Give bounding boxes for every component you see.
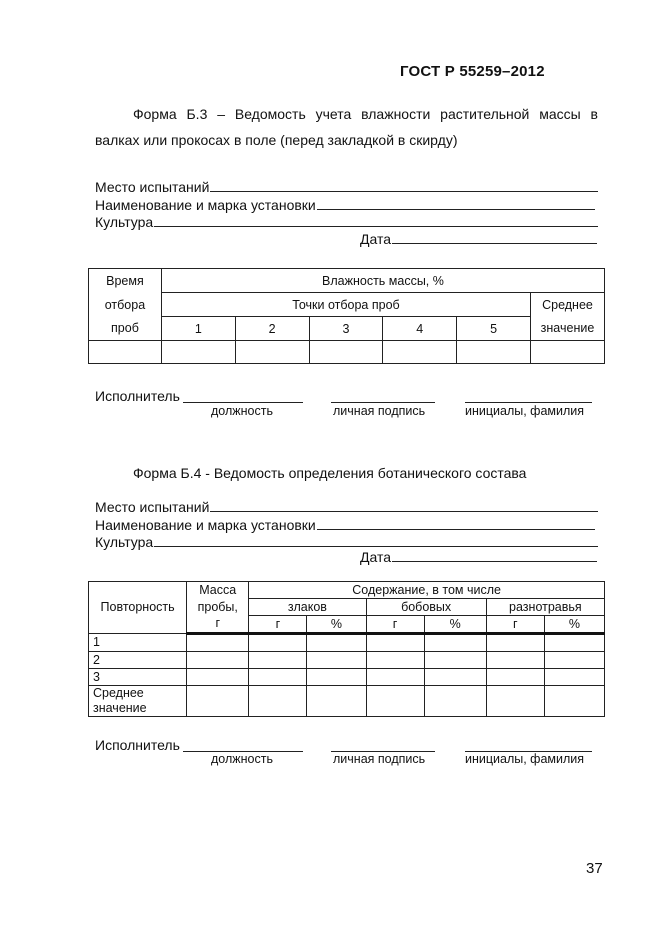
table-row: [89, 686, 605, 717]
standard-number: ГОСТ Р 55259–2012: [400, 63, 545, 80]
empty-cell[interactable]: [249, 652, 307, 669]
botanical-table: [88, 581, 605, 717]
group-forbs: разнотравья: [486, 599, 604, 616]
unit-g: г: [366, 616, 424, 634]
machine-label: Наименование и марка установки: [95, 197, 316, 213]
signature-line[interactable]: [331, 739, 435, 752]
machine-field: [95, 516, 595, 534]
place-label: Место испытаний: [95, 499, 210, 515]
unit-percent: %: [544, 616, 604, 634]
moisture-table: [88, 268, 605, 364]
form-b3-title: [95, 101, 598, 153]
empty-cell[interactable]: [530, 341, 604, 364]
name-line[interactable]: [465, 739, 592, 752]
average-header-2: значение: [530, 317, 604, 341]
machine-label: Наименование и марка установки: [95, 517, 316, 533]
date-label: Дата: [360, 231, 392, 247]
date-field: [360, 548, 597, 565]
unit-percent: %: [307, 616, 366, 634]
place-field: [95, 498, 598, 516]
empty-cell[interactable]: [424, 634, 486, 652]
empty-cell[interactable]: [161, 341, 235, 364]
empty-cell[interactable]: [307, 634, 366, 652]
empty-cell[interactable]: [544, 669, 604, 686]
date-field: [360, 230, 597, 247]
empty-cell[interactable]: [235, 341, 309, 364]
empty-cell[interactable]: [486, 686, 544, 717]
average-label-1: Среднее: [93, 686, 144, 700]
position-caption: должность: [211, 404, 273, 418]
empty-cell[interactable]: [366, 686, 424, 717]
form-b3-title-line1: Форма Б.3 – Ведомость учета влажности растительной массы в: [133, 106, 598, 122]
unit-percent: %: [424, 616, 486, 634]
empty-cell[interactable]: [187, 652, 249, 669]
mass-header-1: Масса: [187, 582, 249, 599]
mass-header-2: пробы,: [187, 599, 249, 616]
group-legumes: бобовых: [366, 599, 486, 616]
time-header-3: проб: [89, 317, 162, 341]
average-row-label: [89, 686, 187, 717]
empty-cell[interactable]: [424, 652, 486, 669]
point-4: 4: [383, 317, 457, 341]
crop-field: [95, 213, 598, 231]
signature-caption: личная подпись: [333, 752, 426, 766]
empty-cell[interactable]: [249, 669, 307, 686]
empty-cell[interactable]: [187, 686, 249, 717]
machine-field: [95, 196, 595, 214]
table-row: [89, 341, 605, 364]
point-1: 1: [161, 317, 235, 341]
empty-cell[interactable]: [366, 669, 424, 686]
page-number: 37: [586, 860, 603, 877]
machine-input-line[interactable]: [317, 196, 595, 210]
executor-label: Исполнитель: [95, 388, 180, 404]
empty-cell[interactable]: [424, 669, 486, 686]
place-input-line[interactable]: [210, 178, 598, 192]
point-5: 5: [457, 317, 531, 341]
name-caption: инициалы, фамилия: [465, 752, 585, 766]
empty-cell[interactable]: [249, 686, 307, 717]
time-header-1: Время: [89, 269, 162, 293]
crop-input-line[interactable]: [154, 533, 598, 547]
empty-cell[interactable]: [307, 652, 366, 669]
average-label-2: значение: [93, 701, 147, 715]
table-row: [89, 652, 605, 669]
empty-cell[interactable]: [366, 652, 424, 669]
crop-label: Культура: [95, 534, 154, 550]
point-3: 3: [309, 317, 383, 341]
position-caption: должность: [211, 752, 273, 766]
name-line[interactable]: [465, 390, 592, 403]
table-row: [89, 669, 605, 686]
unit-g: г: [249, 616, 307, 634]
empty-cell[interactable]: [486, 669, 544, 686]
form-b4-title: Форма Б.4 - Ведомость определения ботанического состава: [133, 465, 527, 481]
row-label: 2: [89, 652, 187, 669]
date-label: Дата: [360, 549, 392, 565]
position-line[interactable]: [183, 739, 303, 752]
repeat-header: Повторность: [89, 582, 187, 634]
mass-header-3: г: [187, 616, 249, 634]
crop-input-line[interactable]: [154, 213, 598, 227]
date-input-line[interactable]: [392, 230, 597, 244]
empty-cell[interactable]: [424, 686, 486, 717]
name-caption: инициалы, фамилия: [465, 404, 585, 418]
group-grasses: злаков: [249, 599, 366, 616]
empty-cell[interactable]: [249, 634, 307, 652]
point-2: 2: [235, 317, 309, 341]
signature-caption: личная подпись: [333, 404, 426, 418]
row-label: 3: [89, 669, 187, 686]
empty-cell[interactable]: [366, 634, 424, 652]
empty-cell[interactable]: [307, 686, 366, 717]
unit-g: г: [486, 616, 544, 634]
empty-cell[interactable]: [486, 634, 544, 652]
form-b3-title-line2: валках или прокосах в поле (перед закладкой в скирду): [95, 132, 458, 148]
crop-label: Культура: [95, 214, 154, 230]
empty-cell[interactable]: [457, 341, 531, 364]
empty-cell[interactable]: [544, 652, 604, 669]
empty-cell[interactable]: [309, 341, 383, 364]
average-header-1: Среднее: [530, 293, 604, 317]
table-row: [89, 634, 605, 652]
place-field: [95, 178, 598, 196]
points-header: Точки отбора проб: [161, 293, 530, 317]
moisture-header: Влажность массы, %: [161, 269, 604, 293]
empty-cell[interactable]: [89, 341, 162, 364]
time-header-2: отбора: [89, 293, 162, 317]
content-header: Содержание, в том числе: [249, 582, 605, 599]
position-line[interactable]: [183, 390, 303, 403]
empty-cell[interactable]: [187, 669, 249, 686]
place-input-line[interactable]: [210, 498, 598, 512]
date-input-line[interactable]: [392, 548, 597, 562]
place-label: Место испытаний: [95, 179, 210, 195]
executor-label: Исполнитель: [95, 737, 180, 753]
empty-cell[interactable]: [307, 669, 366, 686]
row-label: 1: [89, 634, 187, 652]
empty-cell[interactable]: [544, 634, 604, 652]
empty-cell[interactable]: [187, 634, 249, 652]
empty-cell[interactable]: [544, 686, 604, 717]
signature-line[interactable]: [331, 390, 435, 403]
empty-cell[interactable]: [486, 652, 544, 669]
empty-cell[interactable]: [383, 341, 457, 364]
machine-input-line[interactable]: [317, 516, 595, 530]
